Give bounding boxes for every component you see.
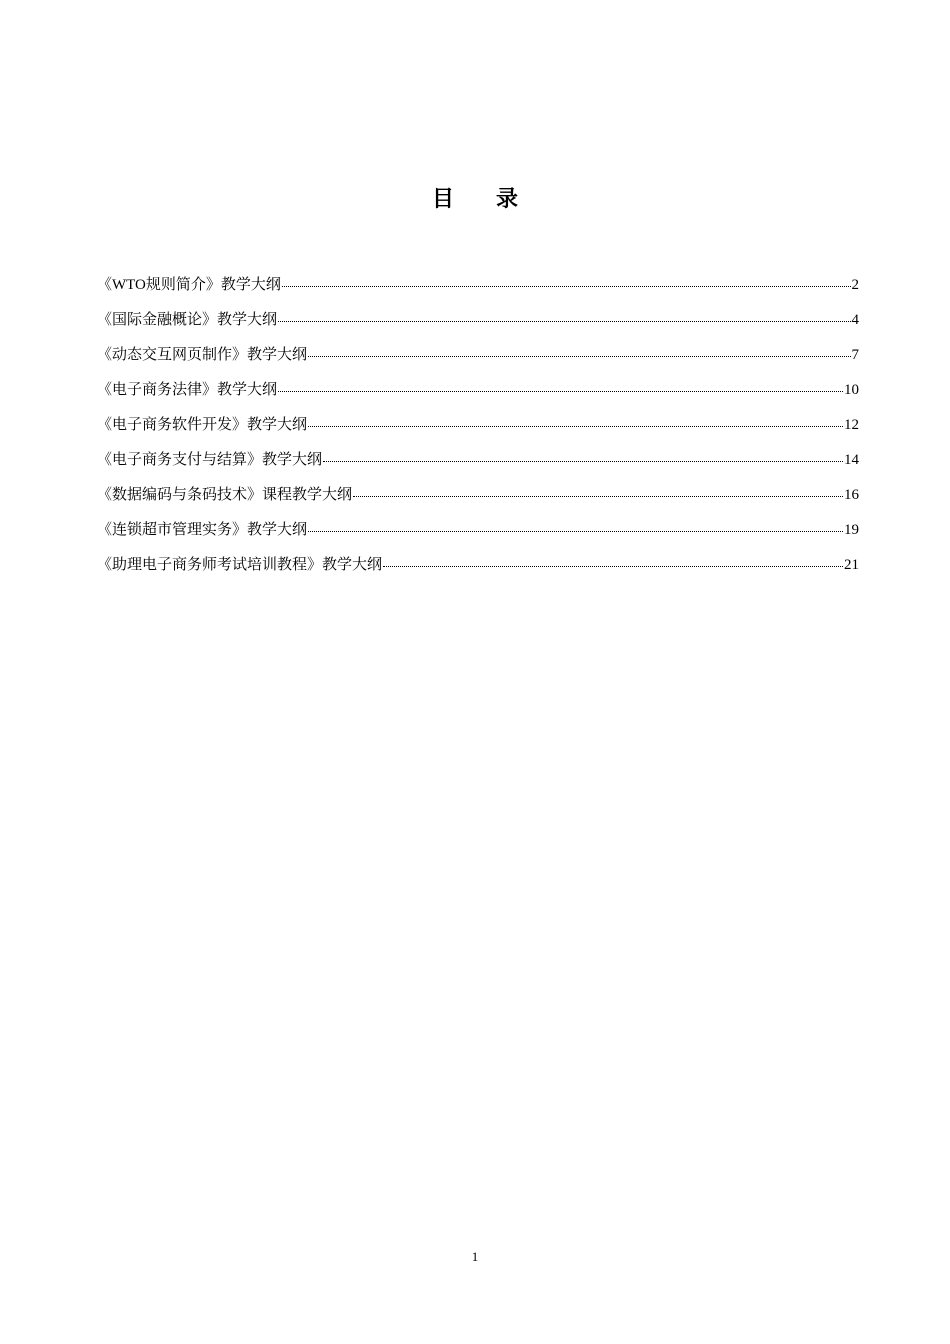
toc-entry-label: 《WTO规则简介》教学大纲 [97,277,281,293]
toc-dot-leader [308,415,843,429]
toc-entry-label: 《国际金融概论》教学大纲 [97,312,278,328]
toc-dot-leader [282,275,851,289]
toc-entry[interactable] [97,554,859,589]
toc-entry[interactable] [97,344,859,379]
toc-dot-leader [383,555,843,569]
toc-dot-leader [308,345,850,359]
toc-entry[interactable] [97,379,859,414]
toc-entry-page: 14 [844,452,859,468]
toc-entry[interactable] [97,309,859,344]
toc-entry[interactable] [97,519,859,554]
page-number: 1 [471,1249,479,1264]
toc-entry-label: 《连锁超市管理实务》教学大纲 [97,522,308,538]
toc-entry-page: 10 [844,382,859,398]
toc-entry-label: 《助理电子商务师考试培训教程》教学大纲 [97,557,383,573]
toc-entry-page: 7 [851,347,859,363]
toc-title-char-2: 录 [496,187,519,212]
toc-entry[interactable] [97,484,859,519]
toc-dot-leader [278,310,850,324]
toc-dot-leader [278,380,843,394]
toc-entry-page: 21 [844,557,859,573]
toc-entry[interactable] [97,414,859,449]
toc-entry-page: 19 [844,522,859,538]
toc-entry-page: 12 [844,417,859,433]
toc-dot-leader [353,485,843,499]
toc-entry-page: 4 [851,312,859,328]
toc-list [97,274,859,589]
toc-dot-leader [323,450,843,464]
toc-entry[interactable] [97,274,859,309]
toc-entry-label: 《电子商务法律》教学大纲 [97,382,278,398]
toc-title-char-1: 目 [431,187,454,212]
toc-entry-label: 《动态交互网页制作》教学大纲 [97,347,308,363]
toc-dot-leader [308,520,843,534]
toc-entry-label: 《电子商务软件开发》教学大纲 [97,417,308,433]
toc-entry-page: 16 [844,487,859,503]
toc-entry-label: 《数据编码与条码技术》课程教学大纲 [97,487,353,503]
toc-entry[interactable] [97,449,859,484]
toc-title [0,182,950,213]
toc-entry-page: 2 [851,277,859,293]
toc-entry-label: 《电子商务支付与结算》教学大纲 [97,452,323,468]
